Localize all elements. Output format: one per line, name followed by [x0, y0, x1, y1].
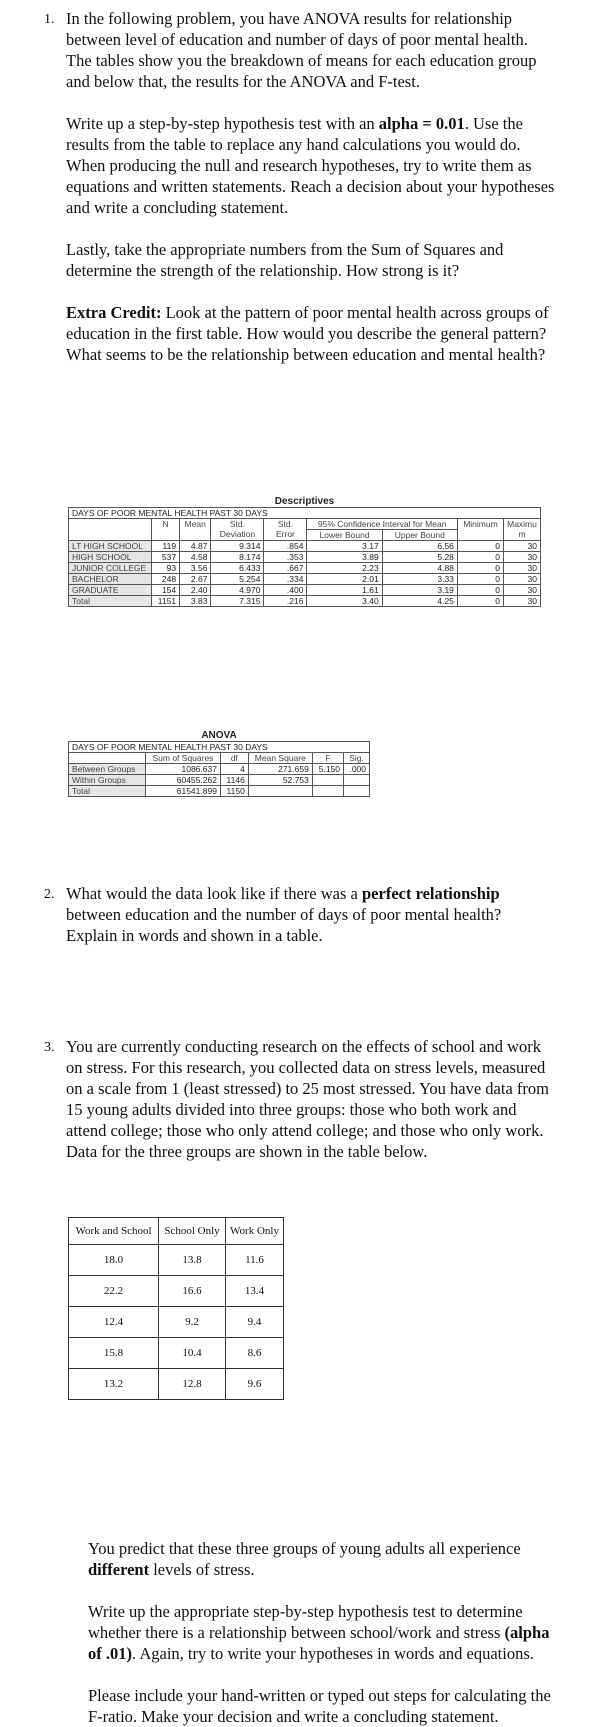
row-label: BACHELOR [69, 574, 152, 585]
cell-n: 248 [152, 574, 180, 585]
q3-intro: You are currently conducting research on the effects of school and work on stress. For this research, you collected data on stress levels, measured on a scale from 1 (least stressed) to 25 most stressed. You have data from 15 young adults divided into three groups: those who both work and attend college; those who only attend college; and those who only work. Data for the three groups are shown in the table below. [66, 1037, 549, 1161]
stress-cell: 9.2 [159, 1307, 226, 1338]
cell-se: .400 [264, 585, 307, 596]
stress-cell: 13.2 [69, 1369, 159, 1400]
extra-credit-label: Extra Credit: [66, 303, 162, 322]
cell-upper: 5.28 [382, 552, 457, 563]
cell-mean: 2.67 [180, 574, 211, 585]
table-row [69, 563, 541, 574]
header-max: Maximu m [504, 519, 541, 541]
stress-cell: 16.6 [159, 1276, 226, 1307]
cell-sd: 4.970 [211, 585, 264, 596]
stress-cell: 8.6 [226, 1338, 284, 1369]
header-f: F [312, 753, 343, 764]
table-row [69, 1245, 284, 1276]
header-mean-square: Mean Square [248, 753, 312, 764]
cell-sd: 8.174 [211, 552, 264, 563]
cell-n: 537 [152, 552, 180, 563]
cell-max: 30 [504, 563, 541, 574]
alpha-01: (alpha of .01) [88, 1623, 550, 1663]
cell-min: 0 [457, 552, 503, 563]
q3-include: Please include your hand-written or typed out steps for calculating the F-ratio. Make your decision and write a concluding statement. [88, 1686, 551, 1726]
cell-ms [248, 786, 312, 797]
anova-title: ANOVA [201, 730, 237, 741]
question-2 [44, 883, 556, 946]
cell-df: 4 [220, 764, 248, 775]
cell-max: 30 [504, 552, 541, 563]
stress-cell: 9.6 [226, 1369, 284, 1400]
cell-max: 30 [504, 574, 541, 585]
cell-min: 0 [457, 541, 503, 552]
cell-upper: 4.25 [382, 596, 457, 607]
cell-ss: 61541.899 [146, 786, 221, 797]
cell-se: .353 [264, 552, 307, 563]
header-mean: Mean [180, 519, 211, 541]
table-row [69, 764, 370, 775]
cell-se: .334 [264, 574, 307, 585]
cell-sd: 9.314 [211, 541, 264, 552]
cell-ms: 271.659 [248, 764, 312, 775]
cell-f [312, 775, 343, 786]
header-work-and-school: Work and School [69, 1218, 159, 1245]
cell-lower: 3.40 [307, 596, 382, 607]
stress-cell: 15.8 [69, 1338, 159, 1369]
cell-max: 30 [504, 541, 541, 552]
cell-max: 30 [504, 585, 541, 596]
cell-lower: 2.23 [307, 563, 382, 574]
cell-upper: 3.19 [382, 585, 457, 596]
cell-mean: 3.56 [180, 563, 211, 574]
row-label: Total [69, 596, 152, 607]
cell-min: 0 [457, 574, 503, 585]
cell-lower: 2.01 [307, 574, 382, 585]
stress-cell: 12.4 [69, 1307, 159, 1338]
q1-task: Write up a step-by-step hypothesis test with an alpha = 0.01. Use the results from the table to replace any hand calculations you would do. When producing the null and research hypotheses, try to write them as equations and written statements. Reach a decision about your hypotheses and write a concluding statement. [66, 114, 555, 217]
table-row [69, 541, 541, 552]
question-1 [44, 8, 556, 365]
cell-ms: 52.753 [248, 775, 312, 786]
q3-predict: You predict that these three groups of young adults all experience different levels of stress. [88, 1539, 521, 1579]
cell-ss: 1086.637 [146, 764, 221, 775]
header-lower-bound: Lower Bound [307, 530, 382, 541]
table-row [69, 786, 370, 797]
stress-cell: 10.4 [159, 1338, 226, 1369]
cell-se: .854 [264, 541, 307, 552]
cell-upper: 3.33 [382, 574, 457, 585]
table-row [69, 1276, 284, 1307]
row-label: JUNIOR COLLEGE [69, 563, 152, 574]
stress-cell: 18.0 [69, 1245, 159, 1276]
question-3 [44, 1036, 556, 1162]
cell-mean: 4.58 [180, 552, 211, 563]
header-sig: Sig. [344, 753, 370, 764]
cell-mean: 4.87 [180, 541, 211, 552]
table-row [69, 775, 370, 786]
cell-sd: 7.315 [211, 596, 264, 607]
descriptives-variable: DAYS OF POOR MENTAL HEALTH PAST 30 DAYS [69, 508, 541, 519]
cell-max: 30 [504, 596, 541, 607]
header-school-only: School Only [159, 1218, 226, 1245]
cell-n: 154 [152, 585, 180, 596]
header-df: df [220, 753, 248, 764]
table-row [69, 552, 541, 563]
question-number: 1. [44, 12, 55, 27]
cell-min: 0 [457, 596, 503, 607]
question-3-continued [88, 1538, 558, 1727]
cell-upper: 6.56 [382, 541, 457, 552]
header-upper-bound: Upper Bound [382, 530, 457, 541]
table-row [69, 574, 541, 585]
cell-lower: 3.89 [307, 552, 382, 563]
row-label: Between Groups [69, 764, 146, 775]
q2-text: What would the data look like if there was a perfect relationship between education and the number of days of poor mental health? Explain in words and shown in a table. [66, 884, 502, 945]
table-row [69, 1369, 284, 1400]
stress-cell: 13.8 [159, 1245, 226, 1276]
perfect-relationship: perfect relationship [362, 884, 500, 903]
cell-sig [344, 786, 370, 797]
descriptives-table [68, 496, 541, 607]
header-sd: Std. Deviation [211, 519, 264, 541]
stress-table [68, 1217, 284, 1400]
cell-df: 1146 [220, 775, 248, 786]
anova-table [68, 730, 370, 797]
cell-mean: 2.40 [180, 585, 211, 596]
cell-mean: 3.83 [180, 596, 211, 607]
cell-df: 1150 [220, 786, 248, 797]
cell-sig: .000 [344, 764, 370, 775]
table-row [69, 596, 541, 607]
header-ci: 95% Confidence Interval for Mean [307, 519, 457, 530]
q1-extra-credit: Extra Credit: Look at the pattern of poor mental health across groups of education in the first table. How would you describe the general pattern? What seems to be the relationship between education and mental health? [66, 303, 549, 364]
question-number: 2. [44, 887, 55, 902]
cell-f [312, 786, 343, 797]
cell-sd: 5.254 [211, 574, 264, 585]
cell-n: 119 [152, 541, 180, 552]
stress-cell: 12.8 [159, 1369, 226, 1400]
alpha-value: alpha = 0.01 [378, 114, 465, 133]
cell-min: 0 [457, 585, 503, 596]
row-label: LT HIGH SCHOOL [69, 541, 152, 552]
different-emphasis: different [88, 1560, 150, 1579]
cell-min: 0 [457, 563, 503, 574]
descriptives-title: Descriptives [274, 496, 335, 507]
row-label: GRADUATE [69, 585, 152, 596]
q3-write: Write up the appropriate step-by-step hypothesis test to determine whether there is a relationship between school/work and stress (alpha of .01). Again, try to write your hypotheses in words and equations. [88, 1602, 550, 1663]
cell-sig [344, 775, 370, 786]
row-label: Within Groups [69, 775, 146, 786]
cell-ss: 60455.262 [146, 775, 221, 786]
row-label: Total [69, 786, 146, 797]
question-number: 3. [44, 1040, 55, 1055]
header-sum-of-squares: Sum of Squares [146, 753, 221, 764]
table-row [69, 1338, 284, 1369]
cell-upper: 4.88 [382, 563, 457, 574]
stress-cell: 22.2 [69, 1276, 159, 1307]
stress-cell: 13.4 [226, 1276, 284, 1307]
header-min: Minimum [457, 519, 503, 541]
q1-intro: In the following problem, you have ANOVA results for relationship between level of education and number of days of poor mental health. The tables show you the breakdown of means for each education group and below that, the results for the ANOVA and F-test. [66, 9, 537, 91]
cell-se: .216 [264, 596, 307, 607]
header-n: N [152, 519, 180, 541]
header-work-only: Work Only [226, 1218, 284, 1245]
row-label: HIGH SCHOOL [69, 552, 152, 563]
header-se: Std. Error [264, 519, 307, 541]
cell-n: 93 [152, 563, 180, 574]
cell-n: 1151 [152, 596, 180, 607]
stress-cell: 9.4 [226, 1307, 284, 1338]
q1-lastly: Lastly, take the appropriate numbers from the Sum of Squares and determine the strength of the relationship. How strong is it? [66, 240, 504, 280]
table-row [69, 1307, 284, 1338]
table-row [69, 585, 541, 596]
cell-se: .667 [264, 563, 307, 574]
cell-sd: 6.433 [211, 563, 264, 574]
cell-lower: 3.17 [307, 541, 382, 552]
stress-cell: 11.6 [226, 1245, 284, 1276]
cell-lower: 1.61 [307, 585, 382, 596]
anova-variable: DAYS OF POOR MENTAL HEALTH PAST 30 DAYS [69, 742, 370, 753]
cell-f: 5.150 [312, 764, 343, 775]
